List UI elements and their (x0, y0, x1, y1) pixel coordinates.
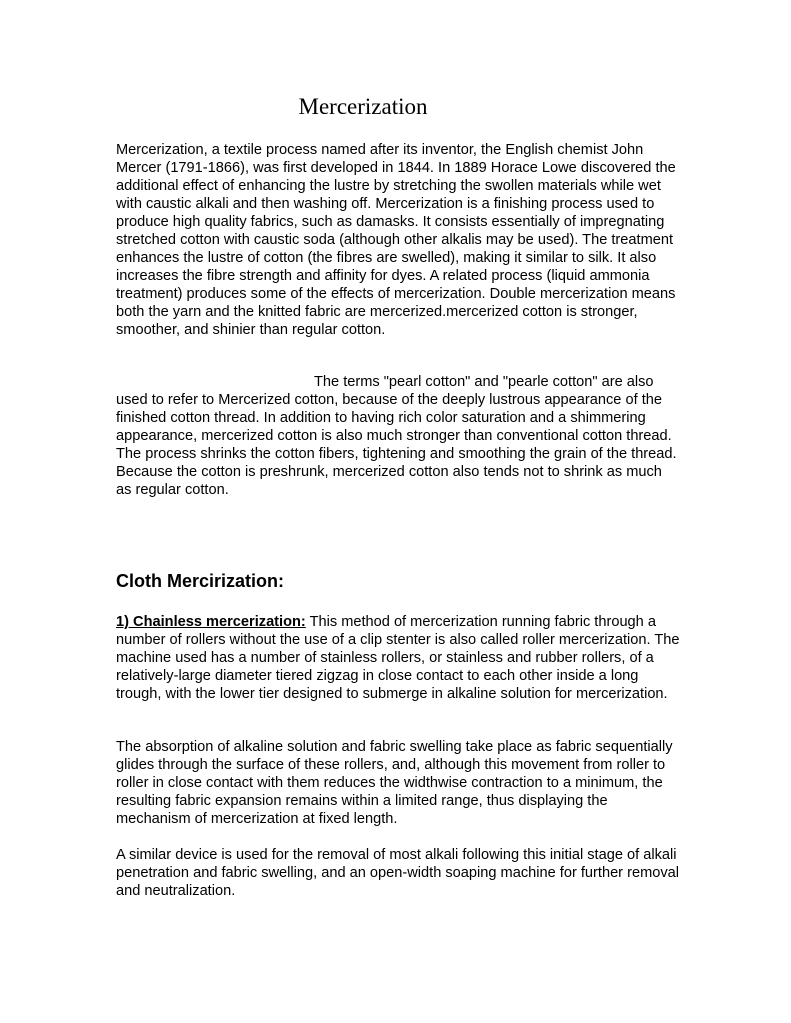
chainless-paragraph (116, 613, 681, 703)
intro-paragraph: Mercerization, a textile process named after its inventor, the English chemist John Mercer (1791-1866), was first developed in 1844. In 1889 Horace Lowe discovered the additional effect of enhancing the lustre by stretching the swollen materials while wet with caustic alkali and then washing off. Mercerization is a finishing process used to produce high quality fabrics, such as damasks. It consists essentially of impregnating stretched cotton with caustic soda (although other alkalis may be used). The treatment enhances the lustre of cotton (the fibres are swelled), making it similar to silk. It also increases the fibre strength and affinity for dyes. A related process (liquid ammonia treatment) produces some of the effects of mercerization. Double mercerization means both the yarn and the knitted fabric are mercerized.mercerized cotton is stronger, smoother, and shinier than regular cotton. (116, 142, 676, 338)
chainless-text: This method of mercerization running fabric through a number of rollers without the use of a clip stenter is also called roller mercerization. The machine used has a number of stainless rollers, or stainless and rubber rollers, of a relatively-large diameter tiered zigzag in close contact to each other inside a long trough, with the lower tier designed to submerge in alkaline solution for mercerization. (116, 614, 680, 702)
pearl-cotton-paragraph (116, 373, 681, 499)
page-title: Mercerization (298, 94, 428, 119)
absorption-paragraph: The absorption of alkaline solution and fabric swelling take place as fabric sequentially glides through the surface of these rollers, and, although this movement from roller to roller in close contact with them reduces the widthwise contraction to a minimum, the resulting fabric expansion remains within a limited range, thus displaying the mechanism of mercerization at fixed length. (116, 739, 673, 827)
section-heading: Cloth Mercirization: (116, 571, 285, 591)
pearl-cotton-text: The terms "pearl cotton" and "pearle cotton" are also used to refer to Mercerized cotton, because of the deeply lustrous appearance of the finished cotton thread. In addition to having rich color saturation and a shimmering appearance, mercerized cotton is also much stronger than conventional cotton thread. The process shrinks the cotton fibers, tightening and smoothing the grain of the thread. Because the cotton is preshrunk, mercerized cotton also tends not to shrink as much as regular cotton. (116, 374, 677, 498)
alkali-removal-paragraph: A similar device is used for the removal of most alkali following this initial stage of alkali penetration and fabric swelling, and an open-width soaping machine for further removal and neutralization. (116, 847, 679, 899)
subsection-label: 1) Chainless mercerization: (116, 614, 306, 630)
